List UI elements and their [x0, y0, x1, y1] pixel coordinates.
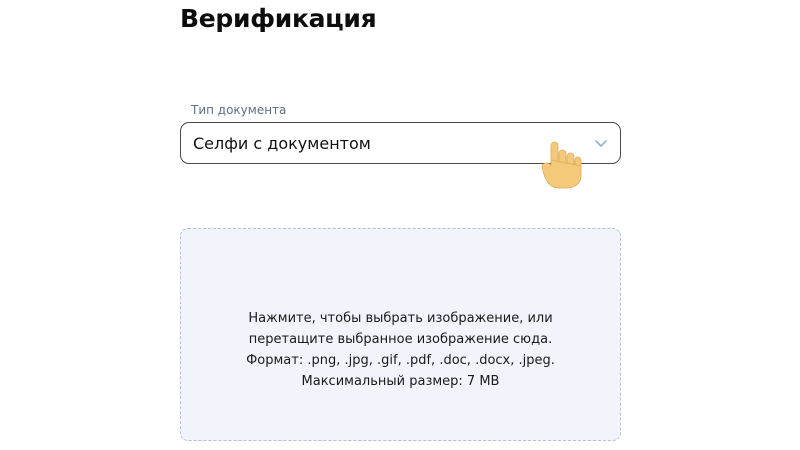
- upload-instruction-line: перетащите выбранное изображение сюда.: [248, 331, 553, 347]
- upload-instruction-line: Нажмите, чтобы выбрать изображение, или: [248, 310, 553, 326]
- chevron-down-icon[interactable]: [594, 137, 608, 149]
- pointing-hand-icon: [538, 140, 586, 190]
- document-type-selected-value: Селфи с документом: [193, 133, 371, 153]
- upload-format-line: Формат: .png, .jpg, .gif, .pdf, .doc, .docx, .jpeg.: [246, 352, 555, 368]
- document-type-label: Тип документа: [191, 103, 287, 117]
- file-upload-dropzone[interactable]: [180, 228, 621, 441]
- upload-max-size-line: Максимальный размер: 7 MB: [301, 373, 500, 389]
- page-title: Верификация: [180, 4, 377, 33]
